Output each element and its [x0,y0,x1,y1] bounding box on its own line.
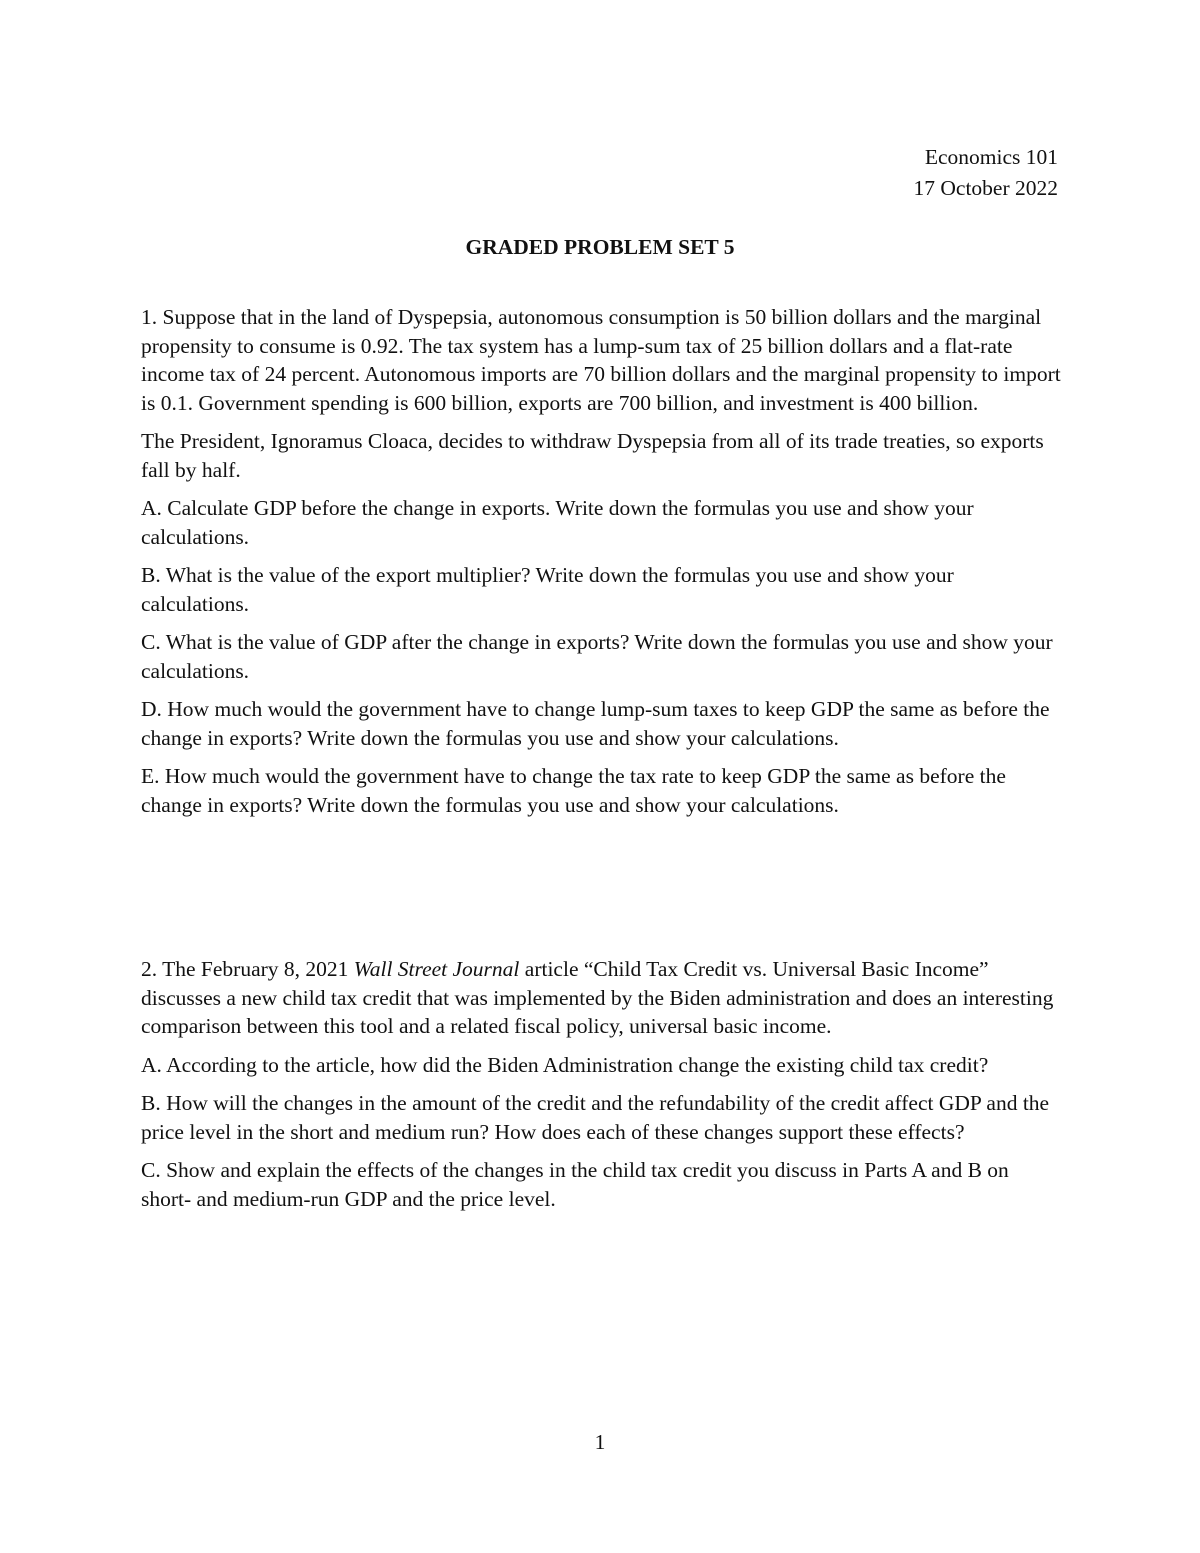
question-2-intro [141,955,1061,1041]
question-1 [141,303,1061,829]
question-1-part-b: B. What is the value of the export multiplier? Write down the formulas you use and show your calculations. [141,563,954,616]
question-1-part-a: A. Calculate GDP before the change in exports. Write down the formulas you use and show your calculations. [141,496,974,549]
question-1-part-e: E. How much would the government have to change the tax rate to keep GDP the same as before the change in exports? Write down the formulas you use and show your calculations. [141,764,1006,817]
question-2 [141,955,1061,1223]
question-2-intro-start: 2. The February 8, 2021 [141,957,354,981]
page-number: 1 [594,1430,606,1454]
header-block [914,142,1059,204]
question-2-part-a: A. According to the article, how did the Biden Administration change the existing child tax credit? [141,1052,989,1077]
question-1-intro: 1. Suppose that in the land of Dyspepsia, autonomous consumption is 50 billion dollars and the marginal propensity to consume is 0.92. The tax system has a lump-sum tax of 25 billion dollars and a flat-rate income tax of 24 percent. Autonomous imports are 70 billion dollars and the marginal propensity to import is 0.1. Government spending is 600 billion, exports are 700 billion, and investment is 400 billion. [141,305,1061,415]
document-date: 17 October 2022 [913,176,1058,200]
document-title: GRADED PROBLEM SET 5 [465,235,735,259]
publication-name: Wall Street Journal [353,957,520,981]
question-2-part-b: B. How will the changes in the amount of the credit and the refundability of the credit affect GDP and the price level in the short and medium run? How does each of these changes support these effects? [141,1091,1050,1144]
question-1-part-c: C. What is the value of GDP after the change in exports? Write down the formulas you use and show your calculations. [141,630,1053,683]
question-1-scenario: The President, Ignoramus Cloaca, decides to withdraw Dyspepsia from all of its trade treaties, so exports fall by half. [141,429,1044,482]
question-1-part-d: D. How much would the government have to change lump-sum taxes to keep GDP the same as before the change in exports? Write down the formulas you use and show your calculations. [141,697,1050,750]
question-2-intro-end: article “Child Tax Credit vs. Universal Basic Income” discusses a new child tax credit that was implemented by the Biden administration and does an interesting comparison between this tool and a related fiscal policy, universal basic income. [141,957,1054,1038]
course-name: Economics 101 [924,145,1058,169]
question-2-part-c: C. Show and explain the effects of the changes in the child tax credit you discuss in Parts A and B on short- and medium-run GDP and the price level. [141,1158,1009,1211]
